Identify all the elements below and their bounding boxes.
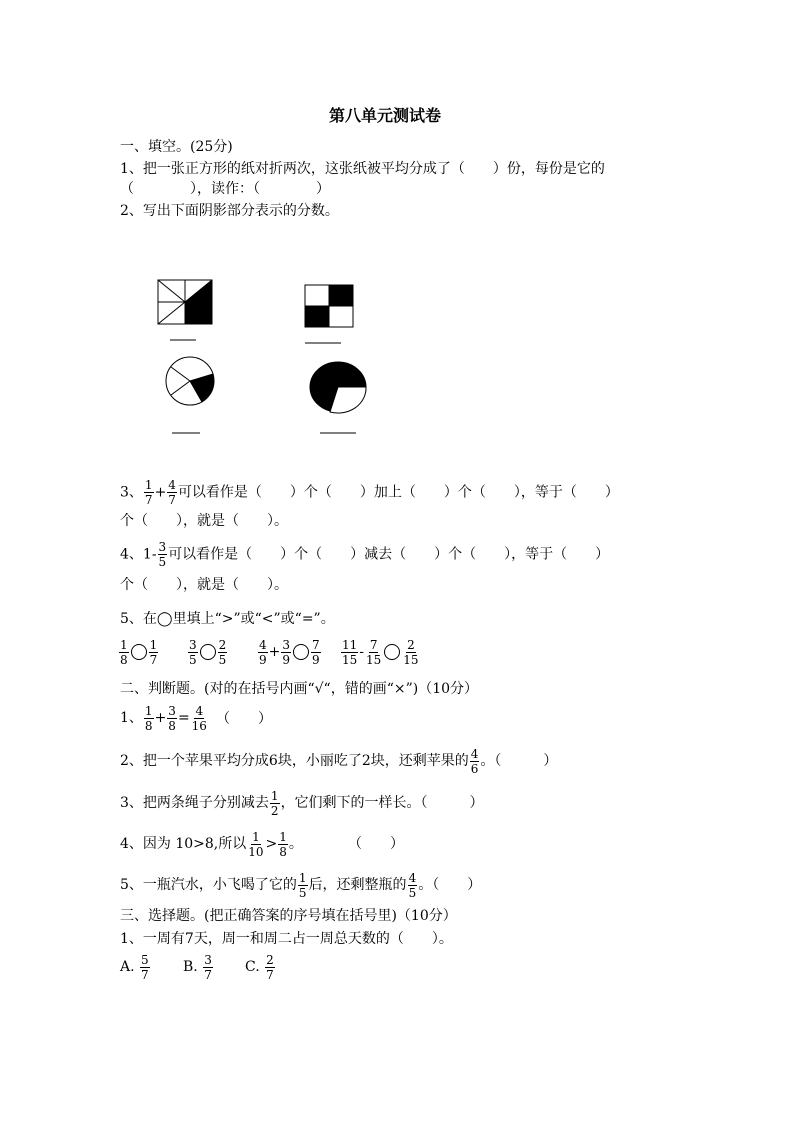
s1-q1-line2: （ ），读作：（ ） bbox=[120, 181, 330, 197]
s1-q4-line1: 4、1- $\frac{3}{5}$ 可以看作是（ ）个（ ）减去（ ）个（ ），等于（ ） bbox=[120, 540, 610, 569]
s2-q5: 5、一瓶汽水，小飞喝了它的 $\frac{1}{5}$ 后，还剩整瓶的 $\frac{4}{5}$ 。（ ） bbox=[120, 870, 482, 900]
s1-q3-line1: 3、 $\frac{1}{7}$ + $\frac{4}{7}$ 可以看作是（ ）个（ ）加上（ ）个（ ），等于（ ） bbox=[120, 478, 619, 507]
q3-fraction-b: $\frac{4}{7}$ bbox=[168, 478, 176, 507]
compare-circle[interactable] bbox=[200, 644, 216, 660]
compare-circle[interactable] bbox=[384, 644, 400, 660]
section-3-heading: 三、选择题。(把正确答案的序号填在括号里)（10分） bbox=[120, 908, 457, 924]
figure-square-eighths bbox=[158, 280, 214, 346]
s3-option-b: B. $\frac{3}{7}$ bbox=[183, 952, 212, 982]
compare-circle[interactable] bbox=[293, 644, 309, 660]
s1-q4-line2: 个（ ），就是（ ）。 bbox=[120, 577, 288, 593]
s2-q3: 3、把两条绳子分别减去 $\frac{1}{2}$ ，它们剩下的一样长。（ ） bbox=[120, 788, 484, 818]
s3-option-a: A. $\frac{5}{7}$ bbox=[120, 952, 149, 982]
s1-q3-line2: 个（ ），就是（ ）。 bbox=[120, 513, 288, 529]
s2-q1-paren: （ ） bbox=[216, 711, 272, 727]
figure-circle-sixths bbox=[164, 357, 220, 437]
s1-q5-item-3: $\frac{4}{9}$ + $\frac{3}{9}$ $\frac{7}{9}$ bbox=[259, 637, 320, 667]
figure-square-quarters bbox=[305, 285, 357, 345]
s3-option-c: C. $\frac{2}{7}$ bbox=[245, 952, 274, 982]
compare-circle[interactable] bbox=[131, 644, 147, 660]
s2-q4: 4、因为 10>8,所以 $\frac{1}{10}$ > $\frac{1}{8}$ 。 bbox=[120, 829, 303, 859]
s1-q2: 2、写出下面阴影部分表示的分数。 bbox=[120, 203, 339, 219]
s1-q5-item-1: $\frac{1}{8}$ $\frac{1}{7}$ bbox=[120, 637, 158, 667]
s1-q5-item-4: $\frac{11}{15}$ - $\frac{7}{15}$ $\frac{2}{15}$ bbox=[342, 637, 419, 667]
s2-q2: 2、把一个苹果平均分成6块，小丽吃了2块，还剩苹果的 $\frac{4}{6}$ 。（ ） bbox=[120, 746, 558, 776]
s1-q5: 5、在◯里填上“>”或“<”或“=”。 bbox=[120, 611, 335, 627]
q4-fraction: $\frac{3}{5}$ bbox=[158, 540, 167, 569]
q3-fraction-a: $\frac{1}{7}$ bbox=[144, 478, 153, 507]
figure-circle-large bbox=[310, 360, 372, 436]
section-1-heading: 一、填空。(25分) bbox=[120, 139, 233, 155]
s3-q1: 1、一周有7天，周一和周二占一周总天数的（ ）。 bbox=[120, 931, 453, 947]
s1-q5-item-2: $\frac{3}{5}$ $\frac{2}{5}$ bbox=[189, 637, 227, 667]
page-title: 第八单元测试卷 bbox=[329, 106, 442, 125]
s2-q4-paren: （ ） bbox=[348, 836, 404, 852]
s2-q1: 1、 $\frac{1}{8}$ + $\frac{3}{8}$ = $\frac{4}{16}$ bbox=[120, 703, 207, 733]
s1-q1-line1: 1、把一张正方形的纸对折两次，这张纸被平均分成了（ ）份，每份是它的 bbox=[120, 161, 605, 177]
section-2-heading: 二、判断题。(对的在括号内画“√“，错的画“×”)（10分） bbox=[120, 681, 479, 697]
